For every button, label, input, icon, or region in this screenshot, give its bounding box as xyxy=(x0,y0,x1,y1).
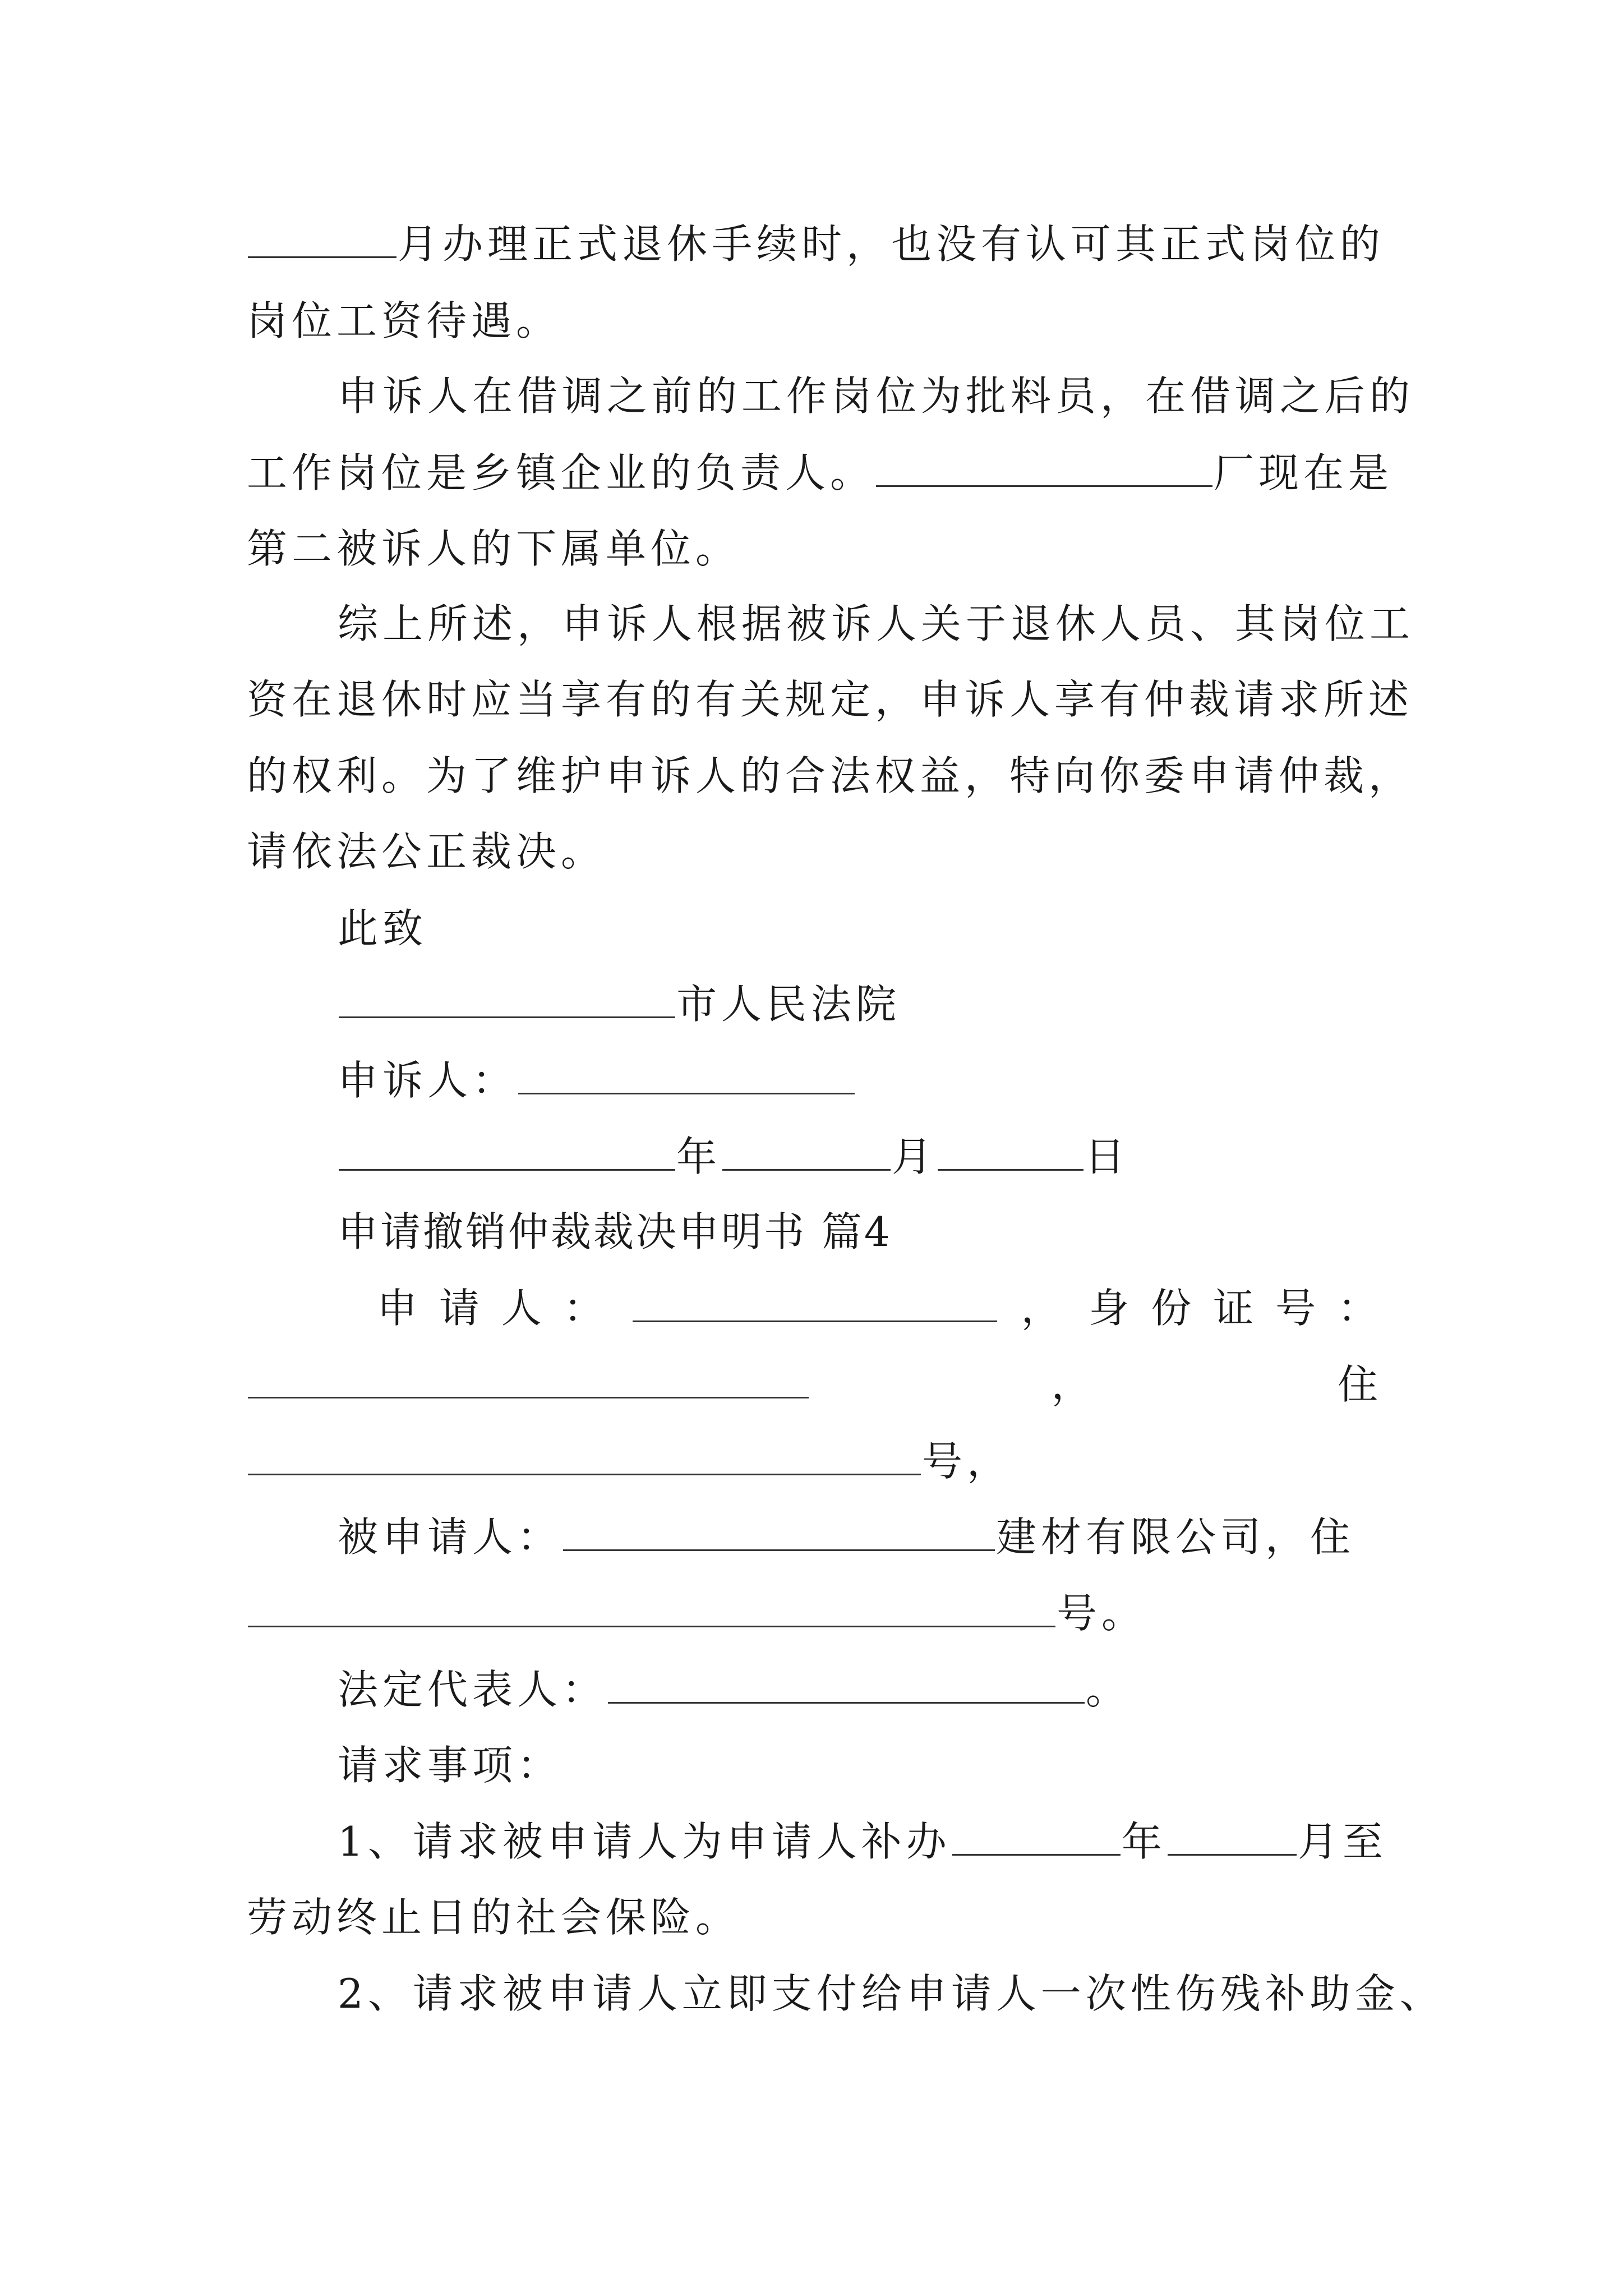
complainant-line xyxy=(338,1052,1382,1108)
requests-heading: 请求事项： xyxy=(338,1742,562,1789)
text-span: 号， xyxy=(922,1438,1012,1485)
text-span: 。 xyxy=(1086,1666,1131,1713)
respondent-line xyxy=(338,1509,1382,1565)
section-title: 申请撤销仲裁裁决申明书 篇4 xyxy=(338,1208,892,1255)
text-span: 厂现在是 xyxy=(1214,449,1394,496)
text-span: 市人民法院 xyxy=(676,981,901,1028)
text-span: 身 份 证 号 ： xyxy=(1089,1285,1382,1332)
request-item: 劳动终止日的社会保险。 xyxy=(247,1894,741,1941)
text-span: ， xyxy=(1021,1285,1066,1332)
paragraph-line: 资在退休时应当享有的有关规定，申诉人享有仲裁请求所述 xyxy=(247,676,1414,723)
blank-field xyxy=(633,1281,997,1322)
blank-field xyxy=(876,446,1212,487)
paragraph-line xyxy=(247,445,1394,501)
text-span: 申诉人： xyxy=(338,1057,518,1104)
text-span: ， xyxy=(1051,1361,1096,1408)
text-span: 月至 xyxy=(1297,1818,1387,1865)
blank-field xyxy=(563,1510,995,1551)
blank-field xyxy=(248,1586,1055,1627)
applicant-line xyxy=(377,1280,1382,1336)
text-span: 工作岗位是乡镇企业的负责人。 xyxy=(247,449,875,496)
text-span: 月办理正式退休手续时，也没有认可其正式岗位的 xyxy=(398,220,1385,268)
text-span: 建材有限公司，住 xyxy=(996,1513,1355,1561)
request-item: 2、请求被申请人立即支付给申请人一次性伤残补助金、 xyxy=(338,1970,1445,2017)
salutation: 此致 xyxy=(338,905,428,952)
legal-rep-line xyxy=(338,1662,1382,1718)
paragraph-line: 综上所述，申诉人根据被诉人关于退休人员、其岗位工 xyxy=(338,600,1415,647)
address-line xyxy=(247,1585,1382,1641)
text-span: 日 xyxy=(1085,1133,1130,1180)
id-line xyxy=(247,1356,1382,1412)
request-item xyxy=(338,1814,1387,1870)
text-span: 年 xyxy=(676,1133,722,1180)
text-span: 年 xyxy=(1121,1818,1166,1865)
blank-field xyxy=(248,217,396,258)
blank-field xyxy=(248,1358,809,1398)
text-span: 被申请人： xyxy=(338,1513,562,1561)
court-line xyxy=(338,976,1382,1032)
text-span: 号。 xyxy=(1057,1590,1147,1637)
blank-field xyxy=(248,1434,921,1475)
text-span: 申 请 人 ： xyxy=(377,1285,608,1332)
text-span: 月 xyxy=(892,1133,937,1180)
paragraph-line xyxy=(247,216,1385,272)
blank-field xyxy=(608,1663,1085,1704)
text-span: 住 xyxy=(1337,1361,1382,1408)
blank-field xyxy=(339,977,675,1018)
blank-field xyxy=(518,1053,855,1094)
paragraph-line: 申诉人在借调之前的工作岗位为批料员，在借调之后的 xyxy=(338,372,1415,420)
paragraph-line: 请依法公正裁决。 xyxy=(247,828,606,875)
paragraph-line: 岗位工资待遇。 xyxy=(247,297,561,344)
date-line xyxy=(338,1129,1382,1185)
blank-field xyxy=(339,1130,675,1171)
blank-field xyxy=(1168,1815,1297,1856)
text-span: 法定代表人： xyxy=(338,1666,607,1713)
text-span: 1、请求被申请人为申请人补办 xyxy=(338,1818,951,1865)
address-line xyxy=(247,1433,1382,1489)
blank-field xyxy=(952,1815,1121,1856)
blank-field xyxy=(938,1130,1083,1171)
blank-field xyxy=(722,1130,891,1171)
paragraph-line: 第二被诉人的下属单位。 xyxy=(247,525,741,572)
paragraph-line: 的权利。为了维护申诉人的合法权益，特向你委申请仲裁， xyxy=(247,752,1414,799)
